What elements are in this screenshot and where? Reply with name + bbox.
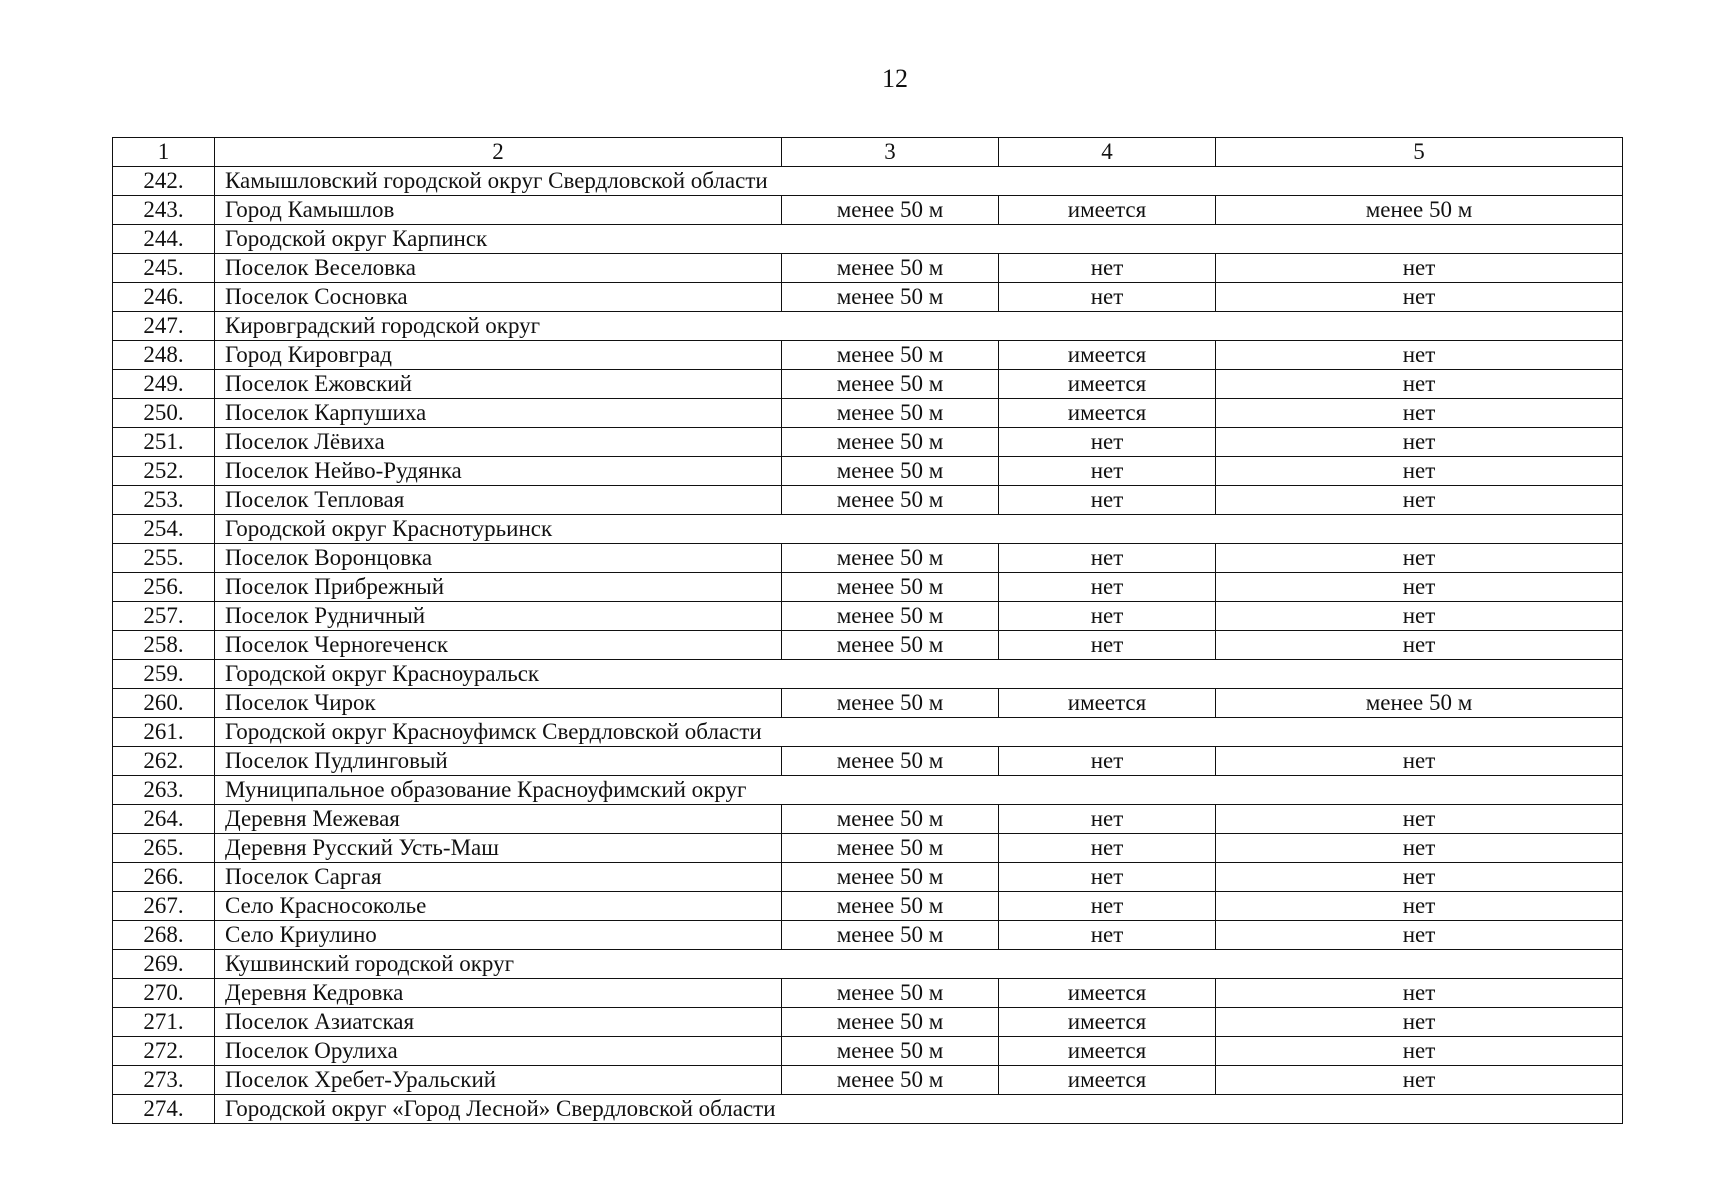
- row-number: 247.: [113, 312, 215, 341]
- column-4-value: имеется: [999, 196, 1216, 225]
- column-5-value: нет: [1216, 921, 1623, 950]
- settlement-name: Поселок Воронцовка: [215, 544, 782, 573]
- municipality-name: Кушвинский городской округ: [215, 950, 782, 979]
- settlement-name: Поселок Тепловая: [215, 486, 782, 515]
- table-row: [113, 283, 1623, 312]
- row-number: 268.: [113, 921, 215, 950]
- column-3-value: менее 50 м: [782, 863, 999, 892]
- row-number: 262.: [113, 747, 215, 776]
- column-5-value: нет: [1216, 602, 1623, 631]
- table-row: [113, 254, 1623, 283]
- municipality-name: Муниципальное образование Красноуфимский округ: [215, 776, 782, 805]
- table-row: [113, 863, 1623, 892]
- column-5-value: нет: [1216, 747, 1623, 776]
- table-row: [113, 921, 1623, 950]
- municipality-name: Городской округ Красноуральск: [215, 660, 782, 689]
- settlement-name: Поселок Орулиха: [215, 1037, 782, 1066]
- row-number: 259.: [113, 660, 215, 689]
- group-row: [113, 660, 1623, 689]
- table-row: [113, 979, 1623, 1008]
- column-3-value: менее 50 м: [782, 921, 999, 950]
- column-5-value: нет: [1216, 573, 1623, 602]
- column-3-value: менее 50 м: [782, 602, 999, 631]
- settlement-name: Город Кировград: [215, 341, 782, 370]
- table-row: [113, 892, 1623, 921]
- row-number: 253.: [113, 486, 215, 515]
- column-3-value: менее 50 м: [782, 428, 999, 457]
- table-row: [113, 834, 1623, 863]
- group-row-filler: [782, 515, 1623, 544]
- column-5-value: нет: [1216, 399, 1623, 428]
- row-number: 264.: [113, 805, 215, 834]
- row-number: 243.: [113, 196, 215, 225]
- group-row: [113, 225, 1623, 254]
- column-4-value: имеется: [999, 1037, 1216, 1066]
- settlements-table: [112, 137, 1623, 1124]
- row-number: 270.: [113, 979, 215, 1008]
- municipality-name: Камышловский городской округ Свердловской области: [215, 167, 782, 196]
- group-row-filler: [782, 1095, 1623, 1124]
- column-5-value: нет: [1216, 631, 1623, 660]
- column-3-value: менее 50 м: [782, 1008, 999, 1037]
- group-row-filler: [782, 776, 1623, 805]
- row-number: 267.: [113, 892, 215, 921]
- column-5-value: нет: [1216, 457, 1623, 486]
- column-3-value: менее 50 м: [782, 486, 999, 515]
- settlement-name: Село Красносоколье: [215, 892, 782, 921]
- column-5-value: нет: [1216, 892, 1623, 921]
- table-row: [113, 196, 1623, 225]
- column-header-1: 1: [113, 138, 215, 167]
- settlement-name: Деревня Русский Усть-Маш: [215, 834, 782, 863]
- settlement-name: Поселок Нейво-Рудянка: [215, 457, 782, 486]
- settlement-name: Поселок Веселовка: [215, 254, 782, 283]
- settlement-name: Поселок Азиатская: [215, 1008, 782, 1037]
- group-row: [113, 950, 1623, 979]
- column-4-value: имеется: [999, 370, 1216, 399]
- column-4-value: нет: [999, 573, 1216, 602]
- group-row: [113, 776, 1623, 805]
- column-4-value: имеется: [999, 1066, 1216, 1095]
- column-5-value: нет: [1216, 979, 1623, 1008]
- table-row: [113, 544, 1623, 573]
- table-row: [113, 399, 1623, 428]
- row-number: 273.: [113, 1066, 215, 1095]
- table-header-row: [113, 138, 1623, 167]
- settlement-name: Поселок Карпушиха: [215, 399, 782, 428]
- column-5-value: нет: [1216, 370, 1623, 399]
- row-number: 249.: [113, 370, 215, 399]
- municipality-name: Городской округ Карпинск: [215, 225, 782, 254]
- table-row: [113, 1008, 1623, 1037]
- row-number: 266.: [113, 863, 215, 892]
- table-row: [113, 602, 1623, 631]
- row-number: 260.: [113, 689, 215, 718]
- column-5-value: нет: [1216, 805, 1623, 834]
- municipality-name: Городской округ Краснотурьинск: [215, 515, 782, 544]
- group-row-filler: [782, 950, 1623, 979]
- group-row-filler: [782, 718, 1623, 747]
- column-3-value: менее 50 м: [782, 196, 999, 225]
- table-body: [113, 167, 1623, 1124]
- column-4-value: нет: [999, 863, 1216, 892]
- row-number: 271.: [113, 1008, 215, 1037]
- settlement-name: Поселок Сосновка: [215, 283, 782, 312]
- column-3-value: менее 50 м: [782, 747, 999, 776]
- table-row: [113, 747, 1623, 776]
- municipality-name: Городской округ Красноуфимск Свердловской области: [215, 718, 782, 747]
- column-5-value: нет: [1216, 834, 1623, 863]
- table-row: [113, 428, 1623, 457]
- column-header-3: 3: [782, 138, 999, 167]
- row-number: 258.: [113, 631, 215, 660]
- column-3-value: менее 50 м: [782, 892, 999, 921]
- column-3-value: менее 50 м: [782, 1037, 999, 1066]
- row-number: 274.: [113, 1095, 215, 1124]
- group-row-filler: [782, 660, 1623, 689]
- column-4-value: нет: [999, 486, 1216, 515]
- column-4-value: нет: [999, 544, 1216, 573]
- group-row-filler: [782, 225, 1623, 254]
- municipality-name: Кировградский городской округ: [215, 312, 782, 341]
- column-4-value: нет: [999, 602, 1216, 631]
- settlement-name: Поселок Прибрежный: [215, 573, 782, 602]
- settlement-name: Поселок Черноreченск: [215, 631, 782, 660]
- column-5-value: нет: [1216, 283, 1623, 312]
- row-number: 252.: [113, 457, 215, 486]
- column-3-value: менее 50 м: [782, 399, 999, 428]
- settlement-name: Поселок Хребет-Уральский: [215, 1066, 782, 1095]
- column-3-value: менее 50 м: [782, 283, 999, 312]
- row-number: 248.: [113, 341, 215, 370]
- settlement-name: Деревня Кедровка: [215, 979, 782, 1008]
- column-3-value: менее 50 м: [782, 631, 999, 660]
- settlements-table-container: [112, 137, 1622, 1124]
- column-4-value: нет: [999, 834, 1216, 863]
- row-number: 255.: [113, 544, 215, 573]
- municipality-name: Городской округ «Город Лесной» Свердловской области: [215, 1095, 782, 1124]
- column-4-value: имеется: [999, 1008, 1216, 1037]
- settlement-name: Поселок Саргая: [215, 863, 782, 892]
- column-5-value: менее 50 м: [1216, 689, 1623, 718]
- row-number: 244.: [113, 225, 215, 254]
- group-row: [113, 515, 1623, 544]
- row-number: 269.: [113, 950, 215, 979]
- column-5-value: нет: [1216, 341, 1623, 370]
- column-4-value: имеется: [999, 341, 1216, 370]
- settlement-name: Село Криулино: [215, 921, 782, 950]
- column-3-value: менее 50 м: [782, 544, 999, 573]
- column-header-5: 5: [1216, 138, 1623, 167]
- column-5-value: менее 50 м: [1216, 196, 1623, 225]
- table-row: [113, 486, 1623, 515]
- column-3-value: менее 50 м: [782, 254, 999, 283]
- table-row: [113, 689, 1623, 718]
- column-4-value: нет: [999, 283, 1216, 312]
- row-number: 257.: [113, 602, 215, 631]
- row-number: 245.: [113, 254, 215, 283]
- settlement-name: Поселок Ежовский: [215, 370, 782, 399]
- settlement-name: Поселок Пудлинговый: [215, 747, 782, 776]
- column-3-value: менее 50 м: [782, 834, 999, 863]
- column-4-value: имеется: [999, 689, 1216, 718]
- row-number: 263.: [113, 776, 215, 805]
- column-3-value: менее 50 м: [782, 979, 999, 1008]
- column-3-value: менее 50 м: [782, 1066, 999, 1095]
- group-row: [113, 1095, 1623, 1124]
- table-row: [113, 457, 1623, 486]
- column-5-value: нет: [1216, 1037, 1623, 1066]
- row-number: 246.: [113, 283, 215, 312]
- row-number: 250.: [113, 399, 215, 428]
- table-row: [113, 1066, 1623, 1095]
- column-header-2: 2: [215, 138, 782, 167]
- settlement-name: Поселок Чирок: [215, 689, 782, 718]
- row-number: 254.: [113, 515, 215, 544]
- column-3-value: менее 50 м: [782, 370, 999, 399]
- table-row: [113, 341, 1623, 370]
- row-number: 272.: [113, 1037, 215, 1066]
- column-5-value: нет: [1216, 254, 1623, 283]
- row-number: 261.: [113, 718, 215, 747]
- column-5-value: нет: [1216, 544, 1623, 573]
- group-row: [113, 312, 1623, 341]
- settlement-name: Поселок Лёвиха: [215, 428, 782, 457]
- table-row: [113, 370, 1623, 399]
- group-row-filler: [782, 312, 1623, 341]
- column-3-value: менее 50 м: [782, 573, 999, 602]
- settlement-name: Поселок Рудничный: [215, 602, 782, 631]
- table-row: [113, 631, 1623, 660]
- column-4-value: нет: [999, 457, 1216, 486]
- column-4-value: нет: [999, 631, 1216, 660]
- column-4-value: нет: [999, 747, 1216, 776]
- table-row: [113, 1037, 1623, 1066]
- column-5-value: нет: [1216, 1008, 1623, 1037]
- group-row: [113, 167, 1623, 196]
- column-4-value: имеется: [999, 979, 1216, 1008]
- row-number: 251.: [113, 428, 215, 457]
- column-3-value: менее 50 м: [782, 689, 999, 718]
- column-3-value: менее 50 м: [782, 341, 999, 370]
- column-4-value: имеется: [999, 399, 1216, 428]
- column-3-value: менее 50 м: [782, 805, 999, 834]
- column-4-value: нет: [999, 428, 1216, 457]
- settlement-name: Город Камышлов: [215, 196, 782, 225]
- column-3-value: менее 50 м: [782, 457, 999, 486]
- column-4-value: нет: [999, 921, 1216, 950]
- group-row: [113, 718, 1623, 747]
- column-5-value: нет: [1216, 486, 1623, 515]
- column-5-value: нет: [1216, 428, 1623, 457]
- column-header-4: 4: [999, 138, 1216, 167]
- column-4-value: нет: [999, 254, 1216, 283]
- row-number: 265.: [113, 834, 215, 863]
- row-number: 242.: [113, 167, 215, 196]
- table-row: [113, 573, 1623, 602]
- settlement-name: Деревня Межевая: [215, 805, 782, 834]
- column-4-value: нет: [999, 805, 1216, 834]
- column-4-value: нет: [999, 892, 1216, 921]
- table-row: [113, 805, 1623, 834]
- group-row-filler: [782, 167, 1623, 196]
- row-number: 256.: [113, 573, 215, 602]
- column-5-value: нет: [1216, 863, 1623, 892]
- column-5-value: нет: [1216, 1066, 1623, 1095]
- page-number: 12: [882, 64, 908, 93]
